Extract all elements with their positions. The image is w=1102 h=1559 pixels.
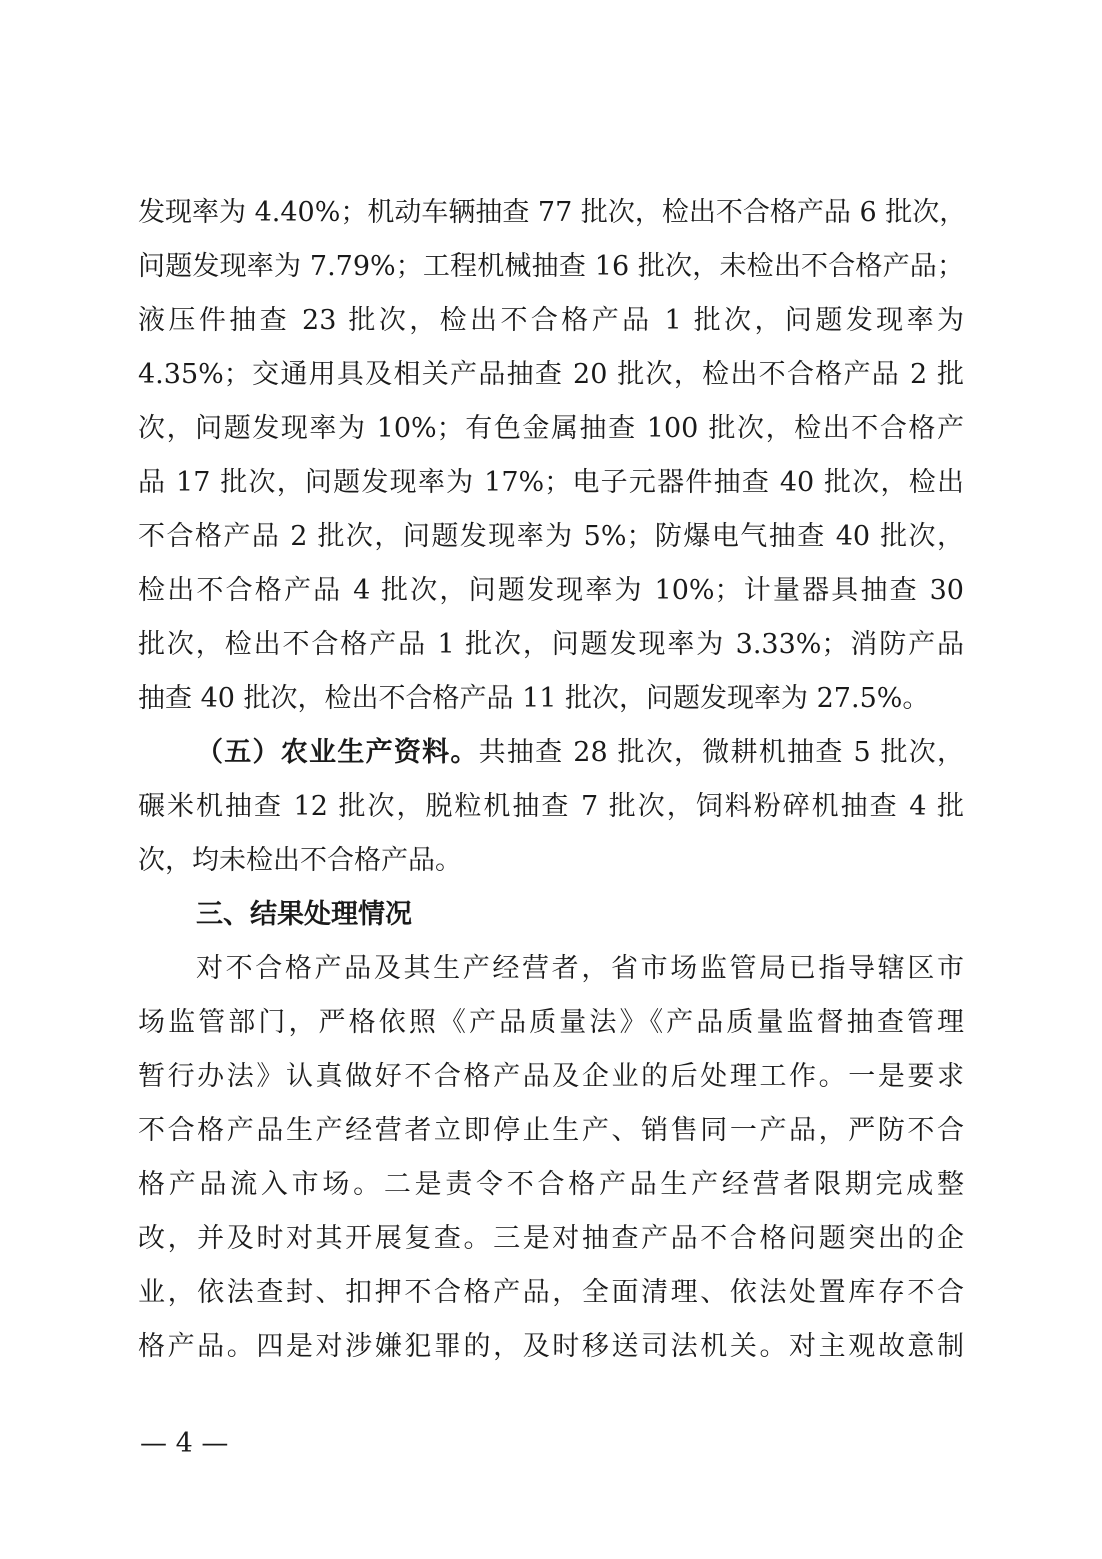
text-line: 品 17 批次，问题发现率为 17%；电子元器件抽查 40 批次，检出	[138, 467, 964, 498]
text-line: 改，并及时对其开展复查。三是对抽查产品不合格问题突出的企	[138, 1223, 964, 1254]
text-line: 场监管部门，严格依照《产品质量法》《产品质量监督抽查管理	[138, 1007, 964, 1038]
text-line: 格产品。四是对涉嫌犯罪的，及时移送司法机关。对主观故意制	[138, 1331, 964, 1362]
text-line: 业，依法查封、扣押不合格产品，全面清理、依法处置库存不合	[138, 1277, 964, 1308]
text-line: 暂行办法》认真做好不合格产品及企业的后处理工作。一是要求	[138, 1061, 964, 1092]
text-run: 共抽查 28 批次，微耕机抽查 5 批次，	[478, 737, 964, 768]
text-line: 碾米机抽查 12 批次，脱粒机抽查 7 批次，饲料粉碎机抽查 4 批	[138, 791, 964, 822]
text-line	[196, 726, 964, 780]
text-line: 次，问题发现率为 10%；有色金属抽查 100 批次，检出不合格产	[138, 413, 964, 444]
text-line: 对不合格产品及其生产经营者，省市场监管局已指导辖区市	[196, 953, 964, 984]
text-line: 发现率为 4.40%；机动车辆抽查 77 批次，检出不合格产品 6 批次，	[138, 197, 967, 228]
text-line: 问题发现率为 7.79%；工程机械抽查 16 批次，未检出不合格产品；	[138, 251, 964, 282]
text-line: 不合格产品 2 批次，问题发现率为 5%；防爆电气抽查 40 批次，	[138, 521, 964, 552]
text-line: 批次，检出不合格产品 1 批次，问题发现率为 3.33%；消防产品	[138, 629, 964, 660]
text-line: 不合格产品生产经营者立即停止生产、销售同一产品，严防不合	[138, 1115, 964, 1146]
page-number: — 4 —	[140, 1428, 229, 1459]
text-line: 检出不合格产品 4 批次，问题发现率为 10%；计量器具抽查 30	[138, 575, 964, 606]
section-heading: 三、结果处理情况	[196, 899, 412, 930]
text-line: 格产品流入市场。二是责令不合格产品生产经营者限期完成整	[138, 1169, 964, 1200]
text-line: 液压件抽查 23 批次，检出不合格产品 1 批次，问题发现率为	[138, 305, 964, 336]
text-line: 次，均未检出不合格产品。	[138, 845, 462, 876]
subsection-lead: （五）农业生产资料。	[196, 737, 479, 768]
text-line: 抽查 40 批次，检出不合格产品 11 批次，问题发现率为 27.5%。	[138, 683, 930, 714]
text-line: 4.35%；交通用具及相关产品抽查 20 批次，检出不合格产品 2 批	[138, 359, 964, 390]
